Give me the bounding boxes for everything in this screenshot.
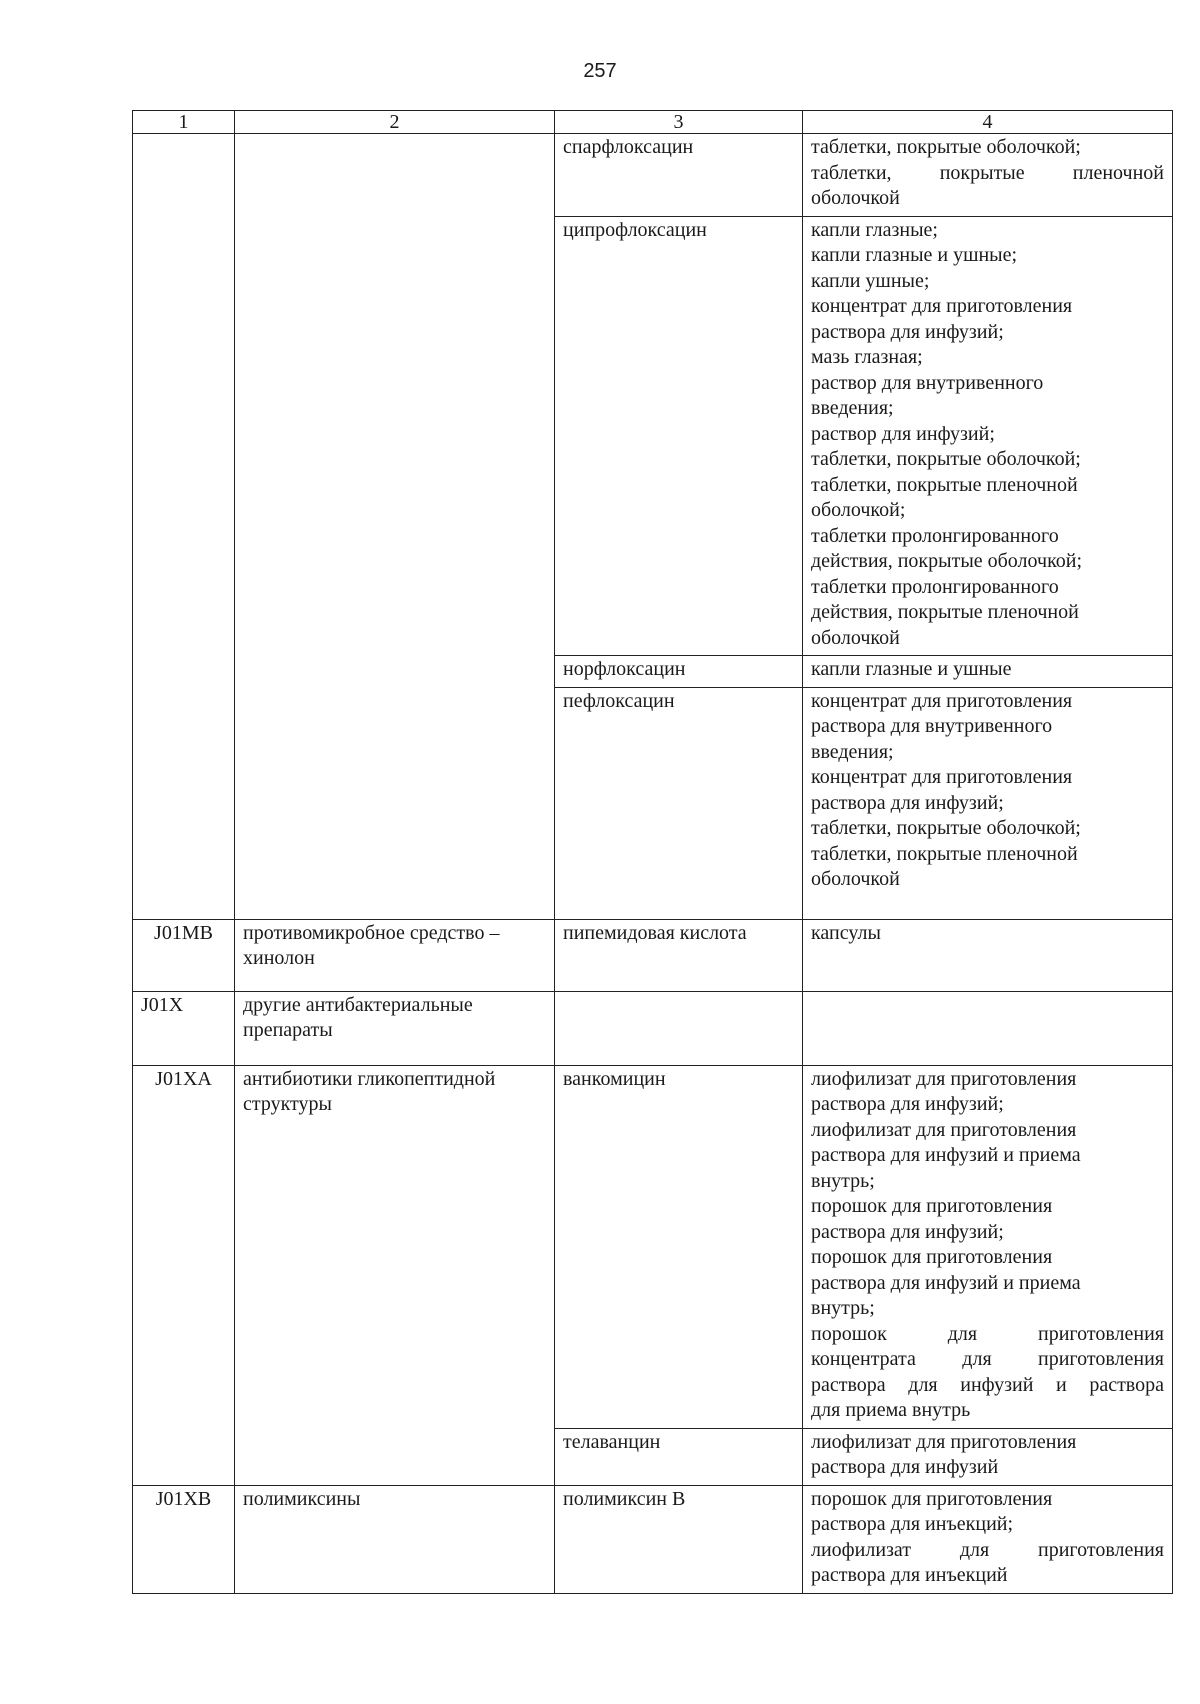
dosage-form-line: капли глазные и ушные; xyxy=(811,244,1018,266)
group-cell xyxy=(235,1485,555,1593)
dosage-form-line: раствора для инфузий; xyxy=(811,320,1004,343)
group-line: антибиотики гликопептидной xyxy=(243,1067,496,1090)
drug-cell: полимиксин B xyxy=(555,1485,803,1593)
dosage-forms-cell xyxy=(803,656,1173,688)
dosage-forms-cell xyxy=(803,919,1173,991)
dosage-form-line: порошок для приготовления xyxy=(811,1322,1164,1345)
dosage-form-line: внутрь; xyxy=(811,1297,875,1319)
dosage-form-line: раствора для инъекций; xyxy=(811,1513,1014,1535)
dosage-form-line: капли глазные; xyxy=(811,218,938,241)
dosage-form-line: оболочкой; xyxy=(811,499,906,521)
code-cell: J01X xyxy=(133,991,235,1065)
group-line: другие антибактериальные xyxy=(243,993,473,1016)
dosage-form-line: концентрат для приготовления xyxy=(811,766,1073,788)
group-cell xyxy=(235,134,555,920)
dosage-form-line: раствора для инфузий xyxy=(811,1456,999,1478)
dosage-form-line: действия, покрытые пленочной xyxy=(811,601,1079,623)
group-line: структуры xyxy=(243,1093,332,1115)
dosage-form-line: введения; xyxy=(811,740,894,763)
drug-table xyxy=(132,110,1173,1594)
dosage-form-line: для приема внутрь xyxy=(811,1399,971,1421)
dosage-form-line: капли глазные и ушные xyxy=(811,658,1012,680)
dosage-form-line: лиофилизат для приготовления xyxy=(811,1118,1077,1141)
drug-cell: пипемидовая кислота xyxy=(555,919,803,991)
dosage-form-line: раствора для инъекций xyxy=(811,1564,1008,1586)
dosage-form-line: порошок для приготовления xyxy=(811,1195,1053,1217)
dosage-form-line: внутрь; xyxy=(811,1169,875,1192)
dosage-form-line: концентрата для приготовления xyxy=(811,1348,1164,1370)
dosage-form-line: таблетки, покрытые пленочной xyxy=(811,842,1078,865)
table-row xyxy=(133,1065,1173,1428)
dosage-form-line: таблетки, покрытые оболочкой; xyxy=(811,136,1081,158)
dosage-form-line: таблетки, покрытые оболочкой; xyxy=(811,817,1081,839)
group-cell xyxy=(235,991,555,1065)
dosage-form-line: таблетки пролонгированного xyxy=(811,575,1059,598)
dosage-form-line: лиофилизат для приготовления xyxy=(811,1538,1164,1561)
dosage-form-line: капли ушные; xyxy=(811,269,930,292)
dosage-forms-cell xyxy=(803,1065,1173,1428)
dosage-form-line: оболочкой xyxy=(811,626,900,649)
table-row xyxy=(133,919,1173,991)
code-cell: J01MB xyxy=(133,919,235,991)
dosage-form-line: мазь глазная; xyxy=(811,346,923,368)
group-cell xyxy=(235,919,555,991)
dosage-forms-cell xyxy=(803,1428,1173,1485)
page-number: 257 xyxy=(583,60,617,82)
code-cell xyxy=(133,134,235,920)
dosage-form-line: раствора для инфузий; xyxy=(811,791,1004,814)
table-row xyxy=(133,991,1173,1065)
group-cell xyxy=(235,1065,555,1485)
dosage-form-line: раствора для внутривенного xyxy=(811,715,1053,737)
dosage-form-line: лиофилизат для приготовления xyxy=(811,1430,1077,1453)
header-cell: 2 xyxy=(235,111,555,134)
dosage-form-line: лиофилизат для приготовления xyxy=(811,1067,1077,1090)
dosage-forms-cell xyxy=(803,991,1173,1065)
dosage-form-line: таблетки пролонгированного xyxy=(811,524,1059,547)
dosage-form-line: порошок для приготовления xyxy=(811,1487,1053,1510)
dosage-form-line: раствора для инфузий и приема xyxy=(811,1144,1081,1166)
dosage-form-line: таблетки, покрытые пленочной xyxy=(811,161,1164,184)
dosage-form-line: раствора для инфузий; xyxy=(811,1220,1004,1243)
code-cell: J01XB xyxy=(133,1485,235,1593)
drug-cell: ципрофлоксацин xyxy=(555,216,803,656)
table-row xyxy=(133,134,1173,217)
table-row xyxy=(133,1485,1173,1593)
group-line: хинолон xyxy=(243,947,315,969)
header-cell: 3 xyxy=(555,111,803,134)
dosage-form-line: порошок для приготовления xyxy=(811,1246,1053,1268)
group-line: противомикробное средство – xyxy=(243,921,500,944)
drug-cell: спарфлоксацин xyxy=(555,134,803,217)
dosage-form-line: оболочкой xyxy=(811,187,900,209)
table-header-row xyxy=(133,111,1173,134)
code-cell: J01XA xyxy=(133,1065,235,1485)
dosage-form-line: концентрат для приготовления xyxy=(811,689,1073,712)
dosage-form-line: действия, покрытые оболочкой; xyxy=(811,550,1083,572)
dosage-forms-cell xyxy=(803,1485,1173,1593)
dosage-form-line: концентрат для приготовления xyxy=(811,295,1073,317)
dosage-form-line: раствора для инфузий и раствора xyxy=(811,1373,1164,1396)
header-cell: 4 xyxy=(803,111,1173,134)
dosage-form-line: раствора для инфузий; xyxy=(811,1093,1004,1115)
dosage-form-line: раствор для внутривенного xyxy=(811,371,1044,394)
drug-cell xyxy=(555,991,803,1065)
dosage-forms-cell xyxy=(803,134,1173,217)
dosage-forms-cell xyxy=(803,216,1173,656)
dosage-form-line: оболочкой xyxy=(811,868,900,890)
header-cell: 1 xyxy=(133,111,235,134)
group-line: препараты xyxy=(243,1019,333,1041)
dosage-form-line: раствор для инфузий; xyxy=(811,422,995,445)
dosage-form-line: раствора для инфузий и приема xyxy=(811,1271,1081,1294)
dosage-form-line: таблетки, покрытые пленочной xyxy=(811,473,1078,496)
drug-cell: телаванцин xyxy=(555,1428,803,1485)
group-line: полимиксины xyxy=(243,1487,361,1510)
dosage-form-line: введения; xyxy=(811,397,894,419)
dosage-form-line: таблетки, покрытые оболочкой; xyxy=(811,448,1081,470)
drug-cell: пефлоксацин xyxy=(555,687,803,919)
drug-cell: ванкомицин xyxy=(555,1065,803,1428)
dosage-forms-cell xyxy=(803,687,1173,919)
drug-cell: норфлоксацин xyxy=(555,656,803,688)
dosage-form-line: капсулы xyxy=(811,921,881,944)
